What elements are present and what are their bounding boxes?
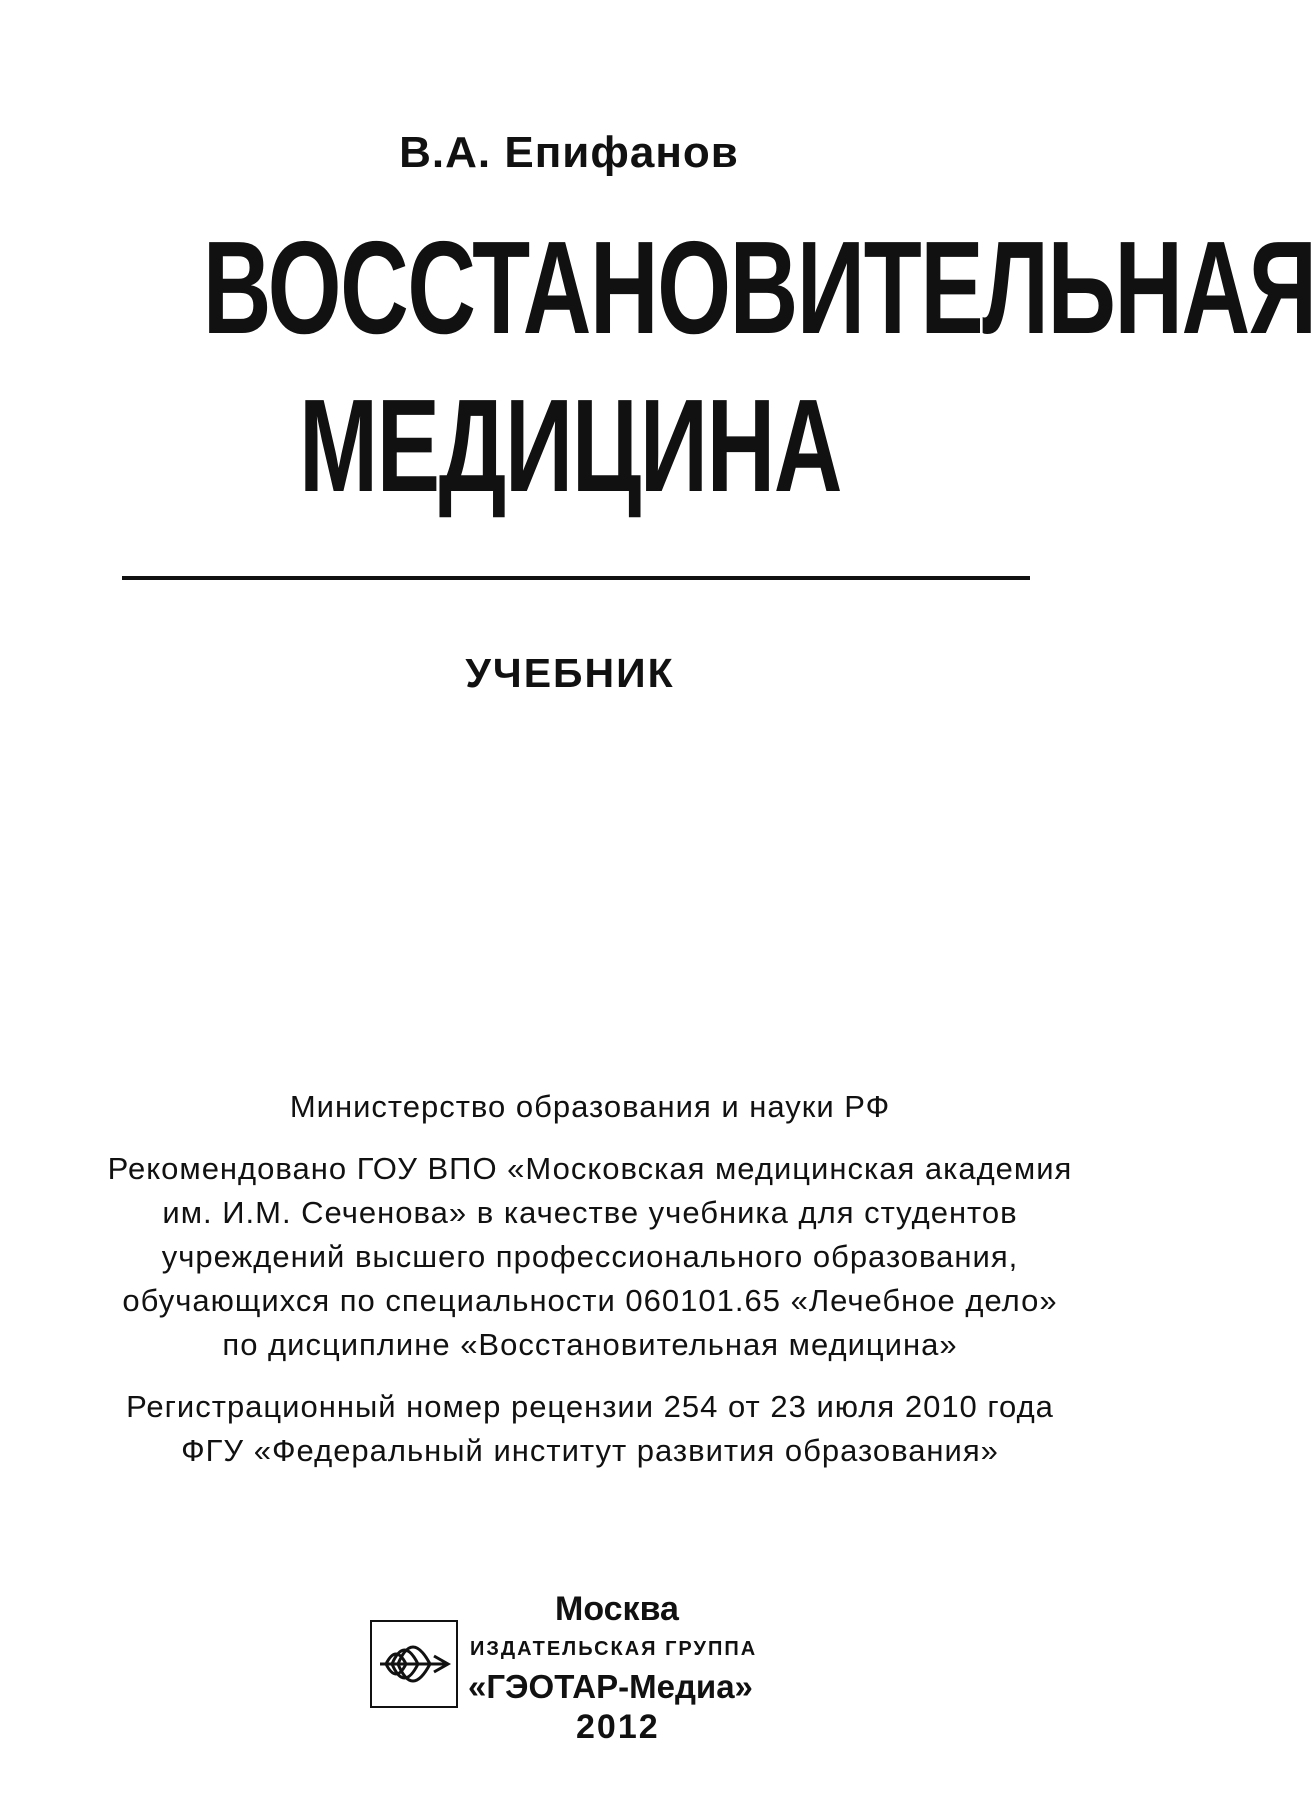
book-title <box>60 214 1316 519</box>
recommendation-line-2: им. И.М. Сеченова» в качестве учебника для студентов <box>162 1195 1018 1230</box>
publisher-group: ИЗДАТЕЛЬСКАЯ ГРУППА <box>470 1638 758 1660</box>
approval-info <box>40 1085 1140 1473</box>
book-title-line-2: МЕДИЦИНА <box>298 372 842 519</box>
recommendation-line-4: обучающихся по специальности 060101.65 «Лечебное дело» <box>122 1283 1058 1318</box>
recommendation-line-3: учреждений высшего профессионального образования, <box>161 1239 1019 1274</box>
book-title-line-1: ВОССТАНОВИТЕЛЬНАЯ <box>202 214 1316 361</box>
book-type: УЧЕБНИК <box>465 650 675 696</box>
publisher-city: Москва <box>555 1590 679 1628</box>
author-name: В.А. Епифанов <box>399 128 739 177</box>
publication-year: 2012 <box>576 1708 660 1746</box>
recommendation-line-1: Рекомендовано ГОУ ВПО «Московская медицинская академия <box>107 1151 1073 1186</box>
registration-line-2: ФГУ «Федеральный институт развития образования» <box>181 1433 999 1468</box>
publisher-block <box>370 1590 790 1750</box>
registration-line-1: Регистрационный номер рецензии 254 от 23 июля 2010 года <box>126 1389 1054 1424</box>
ministry-line: Министерство образования и науки РФ <box>289 1089 891 1124</box>
publisher-name: «ГЭОТАР-Медиа» <box>468 1668 753 1705</box>
recommendation-line-5: по дисциплине «Восстановительная медицина» <box>222 1327 958 1362</box>
divider-rule <box>122 576 1030 580</box>
publisher-logo-graphic <box>372 1622 456 1706</box>
publisher-logo-icon <box>370 1620 458 1708</box>
